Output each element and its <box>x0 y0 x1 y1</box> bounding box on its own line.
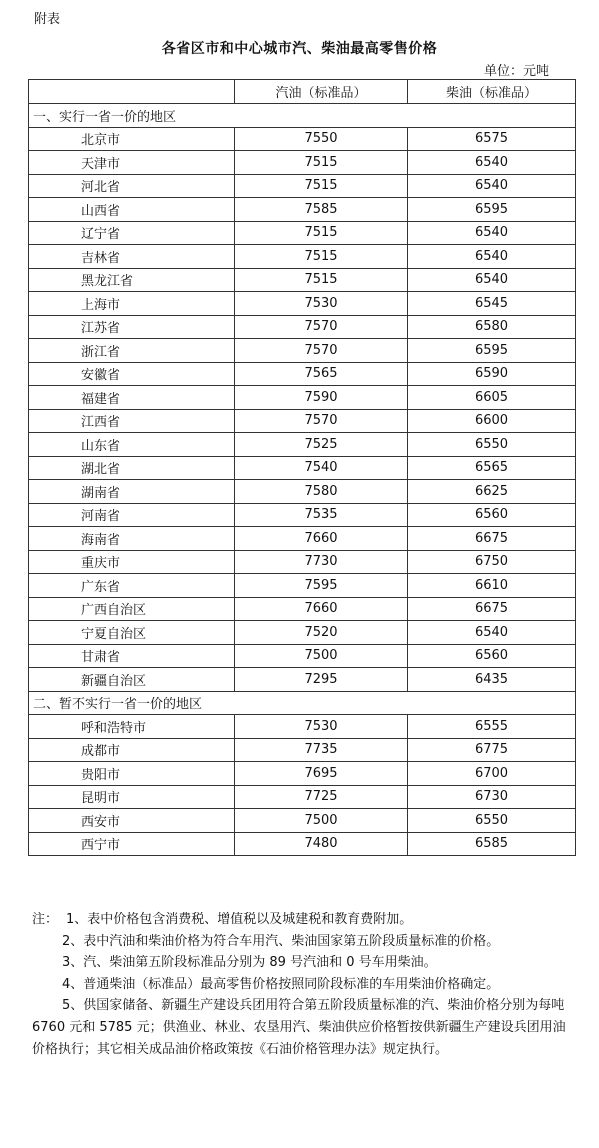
region-name-cell: 海南省 <box>29 527 235 551</box>
gasoline-price-cell: 7585 <box>235 198 408 222</box>
note-text: 1、表中价格包含消费税、增值税以及城建税和教育费附加。 <box>66 912 413 927</box>
gasoline-price-cell: 7540 <box>235 456 408 480</box>
diesel-price-cell: 6540 <box>408 621 576 645</box>
table-row <box>29 715 576 739</box>
diesel-price-cell: 6540 <box>408 151 576 175</box>
gasoline-price-cell: 7295 <box>235 668 408 692</box>
notes <box>32 909 567 1060</box>
region-name-cell: 辽宁省 <box>29 221 235 245</box>
diesel-price-cell: 6590 <box>408 362 576 386</box>
gasoline-price-cell: 7535 <box>235 503 408 527</box>
region-name-cell: 浙江省 <box>29 339 235 363</box>
gasoline-price-cell: 7695 <box>235 762 408 786</box>
gasoline-price-cell: 7565 <box>235 362 408 386</box>
diesel-price-cell: 6580 <box>408 315 576 339</box>
gasoline-price-cell: 7570 <box>235 315 408 339</box>
table-row <box>29 127 576 151</box>
section-row <box>29 691 576 715</box>
table-row <box>29 809 576 833</box>
table-row <box>29 245 576 269</box>
gasoline-price-cell: 7515 <box>235 268 408 292</box>
table-row <box>29 762 576 786</box>
diesel-price-cell: 6555 <box>408 715 576 739</box>
gasoline-price-cell: 7525 <box>235 433 408 457</box>
diesel-price-cell: 6675 <box>408 527 576 551</box>
diesel-price-cell: 6540 <box>408 174 576 198</box>
region-name-cell: 西宁市 <box>29 832 235 856</box>
region-name-cell: 安徽省 <box>29 362 235 386</box>
note-item <box>32 909 567 931</box>
table-row <box>29 832 576 856</box>
region-name-cell: 吉林省 <box>29 245 235 269</box>
diesel-price-cell: 6585 <box>408 832 576 856</box>
table-body <box>29 104 576 856</box>
gasoline-price-cell: 7660 <box>235 597 408 621</box>
diesel-price-cell: 6550 <box>408 809 576 833</box>
header-region <box>29 80 235 104</box>
table-row <box>29 480 576 504</box>
table-row <box>29 174 576 198</box>
table-row <box>29 644 576 668</box>
region-name-cell: 呼和浩特市 <box>29 715 235 739</box>
gasoline-price-cell: 7515 <box>235 221 408 245</box>
region-name-cell: 贵阳市 <box>29 762 235 786</box>
region-name-cell: 黑龙江省 <box>29 268 235 292</box>
region-name-cell: 广西自治区 <box>29 597 235 621</box>
gasoline-price-cell: 7530 <box>235 292 408 316</box>
region-name-cell: 昆明市 <box>29 785 235 809</box>
table-row <box>29 550 576 574</box>
region-name-cell: 河南省 <box>29 503 235 527</box>
appendix-label: 附表 <box>34 12 61 27</box>
header-diesel: 柴油（标准品） <box>408 80 576 104</box>
table-row <box>29 456 576 480</box>
gasoline-price-cell: 7500 <box>235 644 408 668</box>
region-name-cell: 湖南省 <box>29 480 235 504</box>
note-item: 5、供国家储备、新疆生产建设兵团用符合第五阶段质量标准的汽、柴油价格分别为每吨 6760 元和 5785 元；供渔业、林业、农垦用汽、柴油供应价格暂按供新疆生产建设兵团用油价格执行；其它相关成品油价格政策按《石油价格管理办法》规定执行。 <box>32 998 566 1057</box>
gasoline-price-cell: 7520 <box>235 621 408 645</box>
diesel-price-cell: 6540 <box>408 221 576 245</box>
gasoline-price-cell: 7515 <box>235 151 408 175</box>
region-name-cell: 山东省 <box>29 433 235 457</box>
diesel-price-cell: 6595 <box>408 339 576 363</box>
table-row <box>29 362 576 386</box>
section-row <box>29 104 576 128</box>
price-table <box>28 79 576 856</box>
diesel-price-cell: 6560 <box>408 644 576 668</box>
region-name-cell: 西安市 <box>29 809 235 833</box>
table-row <box>29 574 576 598</box>
diesel-price-cell: 6540 <box>408 268 576 292</box>
diesel-price-cell: 6550 <box>408 433 576 457</box>
table-row <box>29 527 576 551</box>
region-name-cell: 北京市 <box>29 127 235 151</box>
region-name-cell: 河北省 <box>29 174 235 198</box>
gasoline-price-cell: 7735 <box>235 738 408 762</box>
diesel-price-cell: 6625 <box>408 480 576 504</box>
region-name-cell: 湖北省 <box>29 456 235 480</box>
gasoline-price-cell: 7590 <box>235 386 408 410</box>
diesel-price-cell: 6435 <box>408 668 576 692</box>
table-row <box>29 503 576 527</box>
region-name-cell: 甘肃省 <box>29 644 235 668</box>
region-name-cell: 重庆市 <box>29 550 235 574</box>
note-item: 4、普通柴油（标准品）最高零售价格按照同阶段标准的车用柴油价格确定。 <box>62 976 500 992</box>
notes-lead: 注： <box>32 912 59 927</box>
gasoline-price-cell: 7550 <box>235 127 408 151</box>
document-title: 各省区市和中心城市汽、柴油最高零售价格 <box>161 41 438 57</box>
table-row <box>29 409 576 433</box>
gasoline-price-cell: 7660 <box>235 527 408 551</box>
section-title: 一、实行一省一价的地区 <box>29 104 576 128</box>
table-row <box>29 738 576 762</box>
diesel-price-cell: 6545 <box>408 292 576 316</box>
table-row <box>29 668 576 692</box>
gasoline-price-cell: 7570 <box>235 339 408 363</box>
gasoline-price-cell: 7515 <box>235 245 408 269</box>
gasoline-price-cell: 7515 <box>235 174 408 198</box>
gasoline-price-cell: 7725 <box>235 785 408 809</box>
region-name-cell: 上海市 <box>29 292 235 316</box>
diesel-price-cell: 6565 <box>408 456 576 480</box>
table-row <box>29 386 576 410</box>
region-name-cell: 福建省 <box>29 386 235 410</box>
diesel-price-cell: 6575 <box>408 127 576 151</box>
table-row <box>29 198 576 222</box>
table-row <box>29 621 576 645</box>
gasoline-price-cell: 7595 <box>235 574 408 598</box>
diesel-price-cell: 6605 <box>408 386 576 410</box>
table-row <box>29 268 576 292</box>
region-name-cell: 江苏省 <box>29 315 235 339</box>
diesel-price-cell: 6560 <box>408 503 576 527</box>
header-gasoline: 汽油（标准品） <box>235 80 408 104</box>
table-row <box>29 221 576 245</box>
table-row <box>29 785 576 809</box>
unit-label: 单位：元吨 <box>484 64 550 79</box>
note-item: 3、汽、柴油第五阶段标准品分别为 89 号汽油和 0 号车用柴油。 <box>62 955 437 971</box>
gasoline-price-cell: 7530 <box>235 715 408 739</box>
region-name-cell: 宁夏自治区 <box>29 621 235 645</box>
table-row <box>29 339 576 363</box>
diesel-price-cell: 6775 <box>408 738 576 762</box>
region-name-cell: 广东省 <box>29 574 235 598</box>
diesel-price-cell: 6540 <box>408 245 576 269</box>
table-row <box>29 292 576 316</box>
diesel-price-cell: 6700 <box>408 762 576 786</box>
region-name-cell: 成都市 <box>29 738 235 762</box>
note-item: 2、表中汽油和柴油价格为符合车用汽、柴油国家第五阶段质量标准的价格。 <box>62 933 500 949</box>
diesel-price-cell: 6600 <box>408 409 576 433</box>
region-name-cell: 新疆自治区 <box>29 668 235 692</box>
region-name-cell: 江西省 <box>29 409 235 433</box>
gasoline-price-cell: 7570 <box>235 409 408 433</box>
gasoline-price-cell: 7480 <box>235 832 408 856</box>
diesel-price-cell: 6675 <box>408 597 576 621</box>
region-name-cell: 天津市 <box>29 151 235 175</box>
table-row <box>29 315 576 339</box>
diesel-price-cell: 6730 <box>408 785 576 809</box>
table-header-row <box>29 80 576 104</box>
diesel-price-cell: 6750 <box>408 550 576 574</box>
diesel-price-cell: 6610 <box>408 574 576 598</box>
table-row <box>29 597 576 621</box>
section-title: 二、暂不实行一省一价的地区 <box>29 691 576 715</box>
gasoline-price-cell: 7730 <box>235 550 408 574</box>
gasoline-price-cell: 7580 <box>235 480 408 504</box>
diesel-price-cell: 6595 <box>408 198 576 222</box>
gasoline-price-cell: 7500 <box>235 809 408 833</box>
table-row <box>29 433 576 457</box>
table-row <box>29 151 576 175</box>
region-name-cell: 山西省 <box>29 198 235 222</box>
